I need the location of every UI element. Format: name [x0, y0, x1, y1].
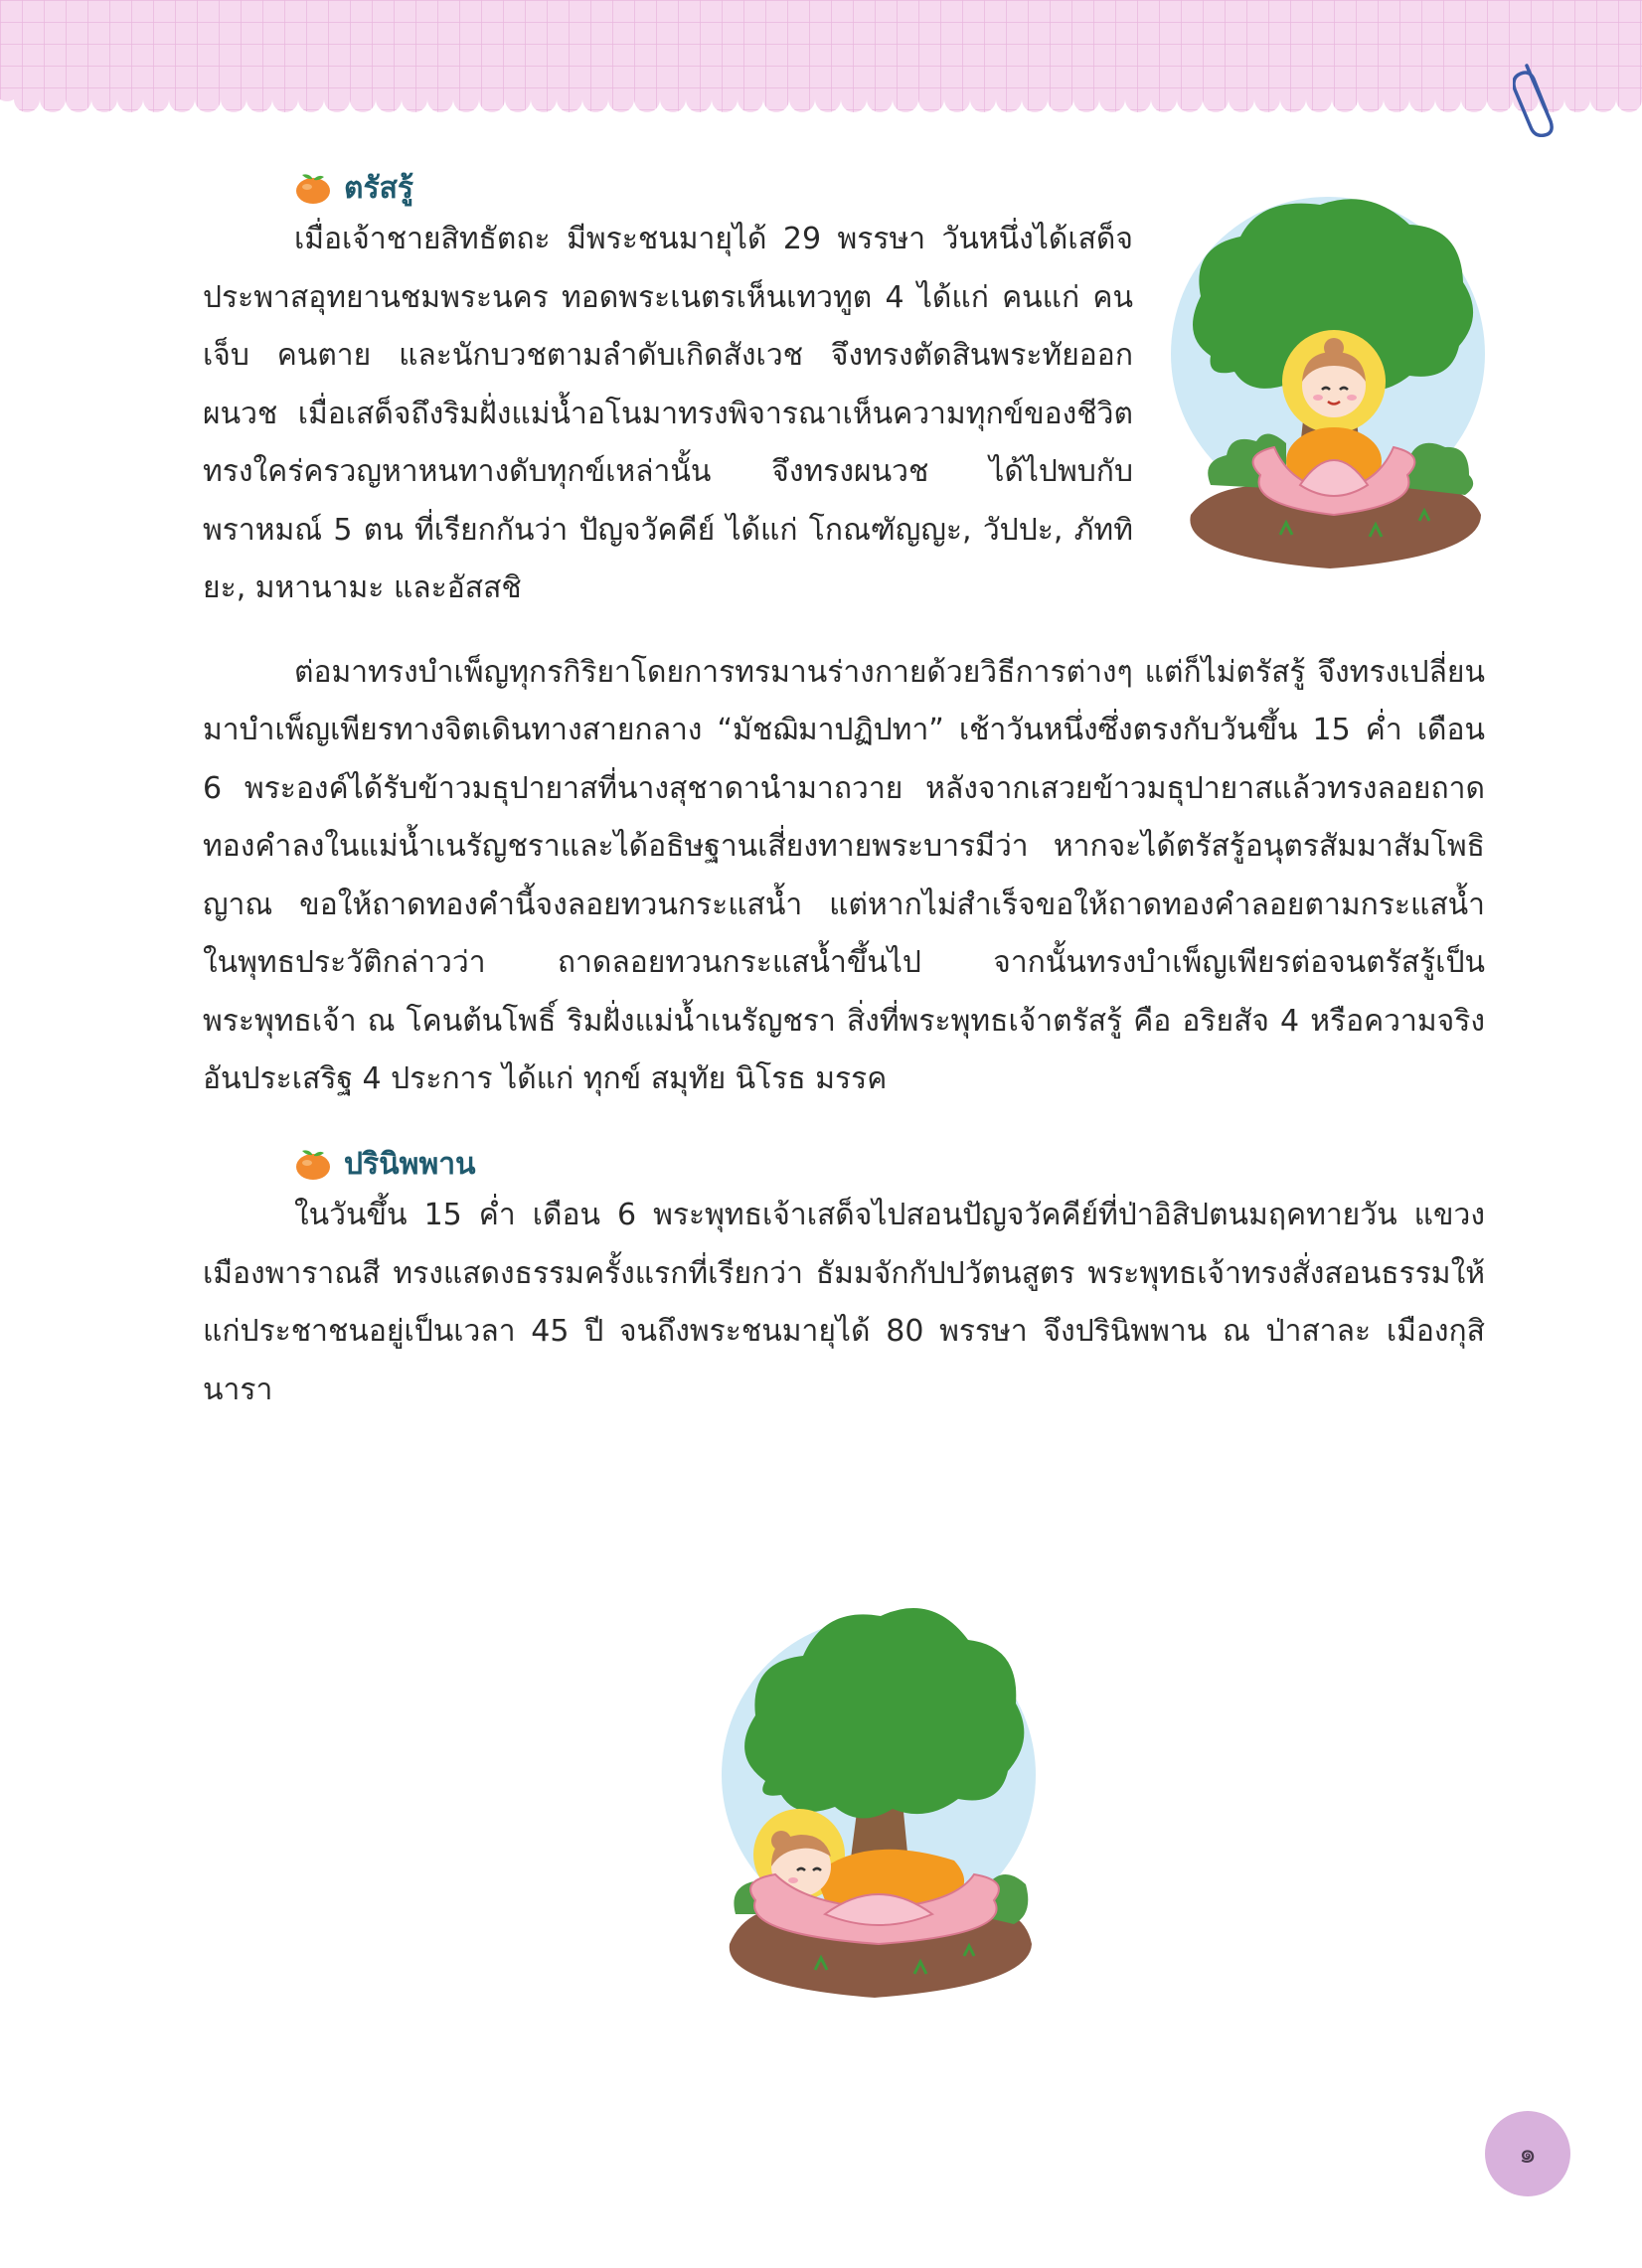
heading-enlightenment: ตรัสรู้ — [344, 170, 414, 206]
paragraph: ในวันขึ้น 15 ค่ำ เดือน 6 พระพุทธเจ้าเสด็จไปสอนปัญจวัคคีย์ที่ป่าอิสิปตนมฤคทายวัน แขวงเมืองพาราณสี ทรงแสดงธรรมครั้งแรกที่เรียกว่า ธัมมจักกัปปวัตนสูตร พระพุทธเจ้าทรงสั่งสอนธรรมให้แก่ประชาชนอยู่เป็นเวลา 45 ปี จนถึงพระชนมายุได้ 80 พรรษา จึงปรินิพพาน ณ ป่าสาละ เมืองกุสินารา — [203, 1198, 1485, 1407]
page-number-badge — [1485, 2111, 1570, 2196]
section-parinirvana — [203, 1141, 1485, 1419]
heading-parinirvana: ปรินิพพาน — [344, 1146, 476, 1182]
paragraph: เมื่อเจ้าชายสิทธัตถะ มีพระชนมายุได้ 29 พรรษา วันหนึ่งได้เสด็จประพาสอุทยานชมพระนคร ทอดพระเนตรเห็นเทวทูต 4 ได้แก่ คนแก่ คนเจ็บ คนตาย และนักบวชตามลำดับเกิดสังเวช จึงทรงตัดสินพระทัยออกผนวช เมื่อเสด็จถึงริมฝั่งแม่น้ำอโนมาทรงพิจารณาเห็นความทุกข์ของชีวิต ทรงใคร่ครวญหาหนทางดับทุกข์เหล่านั้น จึงทรงผนวช ได้ไปพบกับพราหมณ์ 5 ตน ที่เรียกกันว่า ปัญจวัคคีย์ ได้แก่ โกณฑัญญะ, วัปปะ, ภัททิยะ, มหานามะ และอัสสชิ — [203, 222, 1133, 605]
orange-fruit-icon — [294, 1147, 332, 1181]
reclining-buddha-illustration — [716, 1586, 1044, 2004]
header-grid-band — [0, 0, 1642, 121]
paperclip-icon — [1513, 58, 1560, 137]
orange-fruit-icon — [294, 171, 332, 205]
paragraph: ต่อมาทรงบำเพ็ญทุกรกิริยาโดยการทรมานร่างกายด้วยวิธีการต่างๆ แต่ก็ไม่ตรัสรู้ จึงทรงเปลี่ยนมาบำเพ็ญเพียรทางจิตเดินทางสายกลาง “มัชฌิมาปฏิปทา” เช้าวันหนึ่งซึ่งตรงกับวันขึ้น 15 ค่ำ เดือน 6 พระองค์ได้รับข้าวมธุปายาสที่นางสุชาดานำมาถวาย หลังจากเสวยข้าวมธุปายาสแล้วทรงลอยถาดทองคำลงในแม่น้ำเนรัญชราและได้อธิษฐานเสี่ยงทายพระบารมีว่า หากจะได้ตรัสรู้อนุตรสัมมาสัมโพธิญาณ ขอให้ถาดทองคำนี้จงลอยทวนกระแสน้ำ แต่หากไม่สำเร็จขอให้ถาดทองคำลอยตามกระแสน้ำ ในพุทธประวัติกล่าวว่า ถาดลอยทวนกระแสน้ำขึ้นไป จากนั้นทรงบำเพ็ญเพียรต่อจนตรัสรู้เป็นพระพุทธเจ้า ณ โคนต้นโพธิ์ ริมฝั่งแม่น้ำเนรัญชรา สิ่งที่พระพุทธเจ้าตรัสรู้ คือ อริยสัจ 4 หรือความจริงอันประเสริฐ 4 ประการ ได้แก่ ทุกข์ สมุทัย นิโรธ มรรค — [203, 654, 1485, 1096]
meditating-buddha-illustration — [1171, 187, 1499, 574]
section-heading — [294, 1141, 1485, 1187]
page-number: ๑ — [1519, 2137, 1537, 2170]
